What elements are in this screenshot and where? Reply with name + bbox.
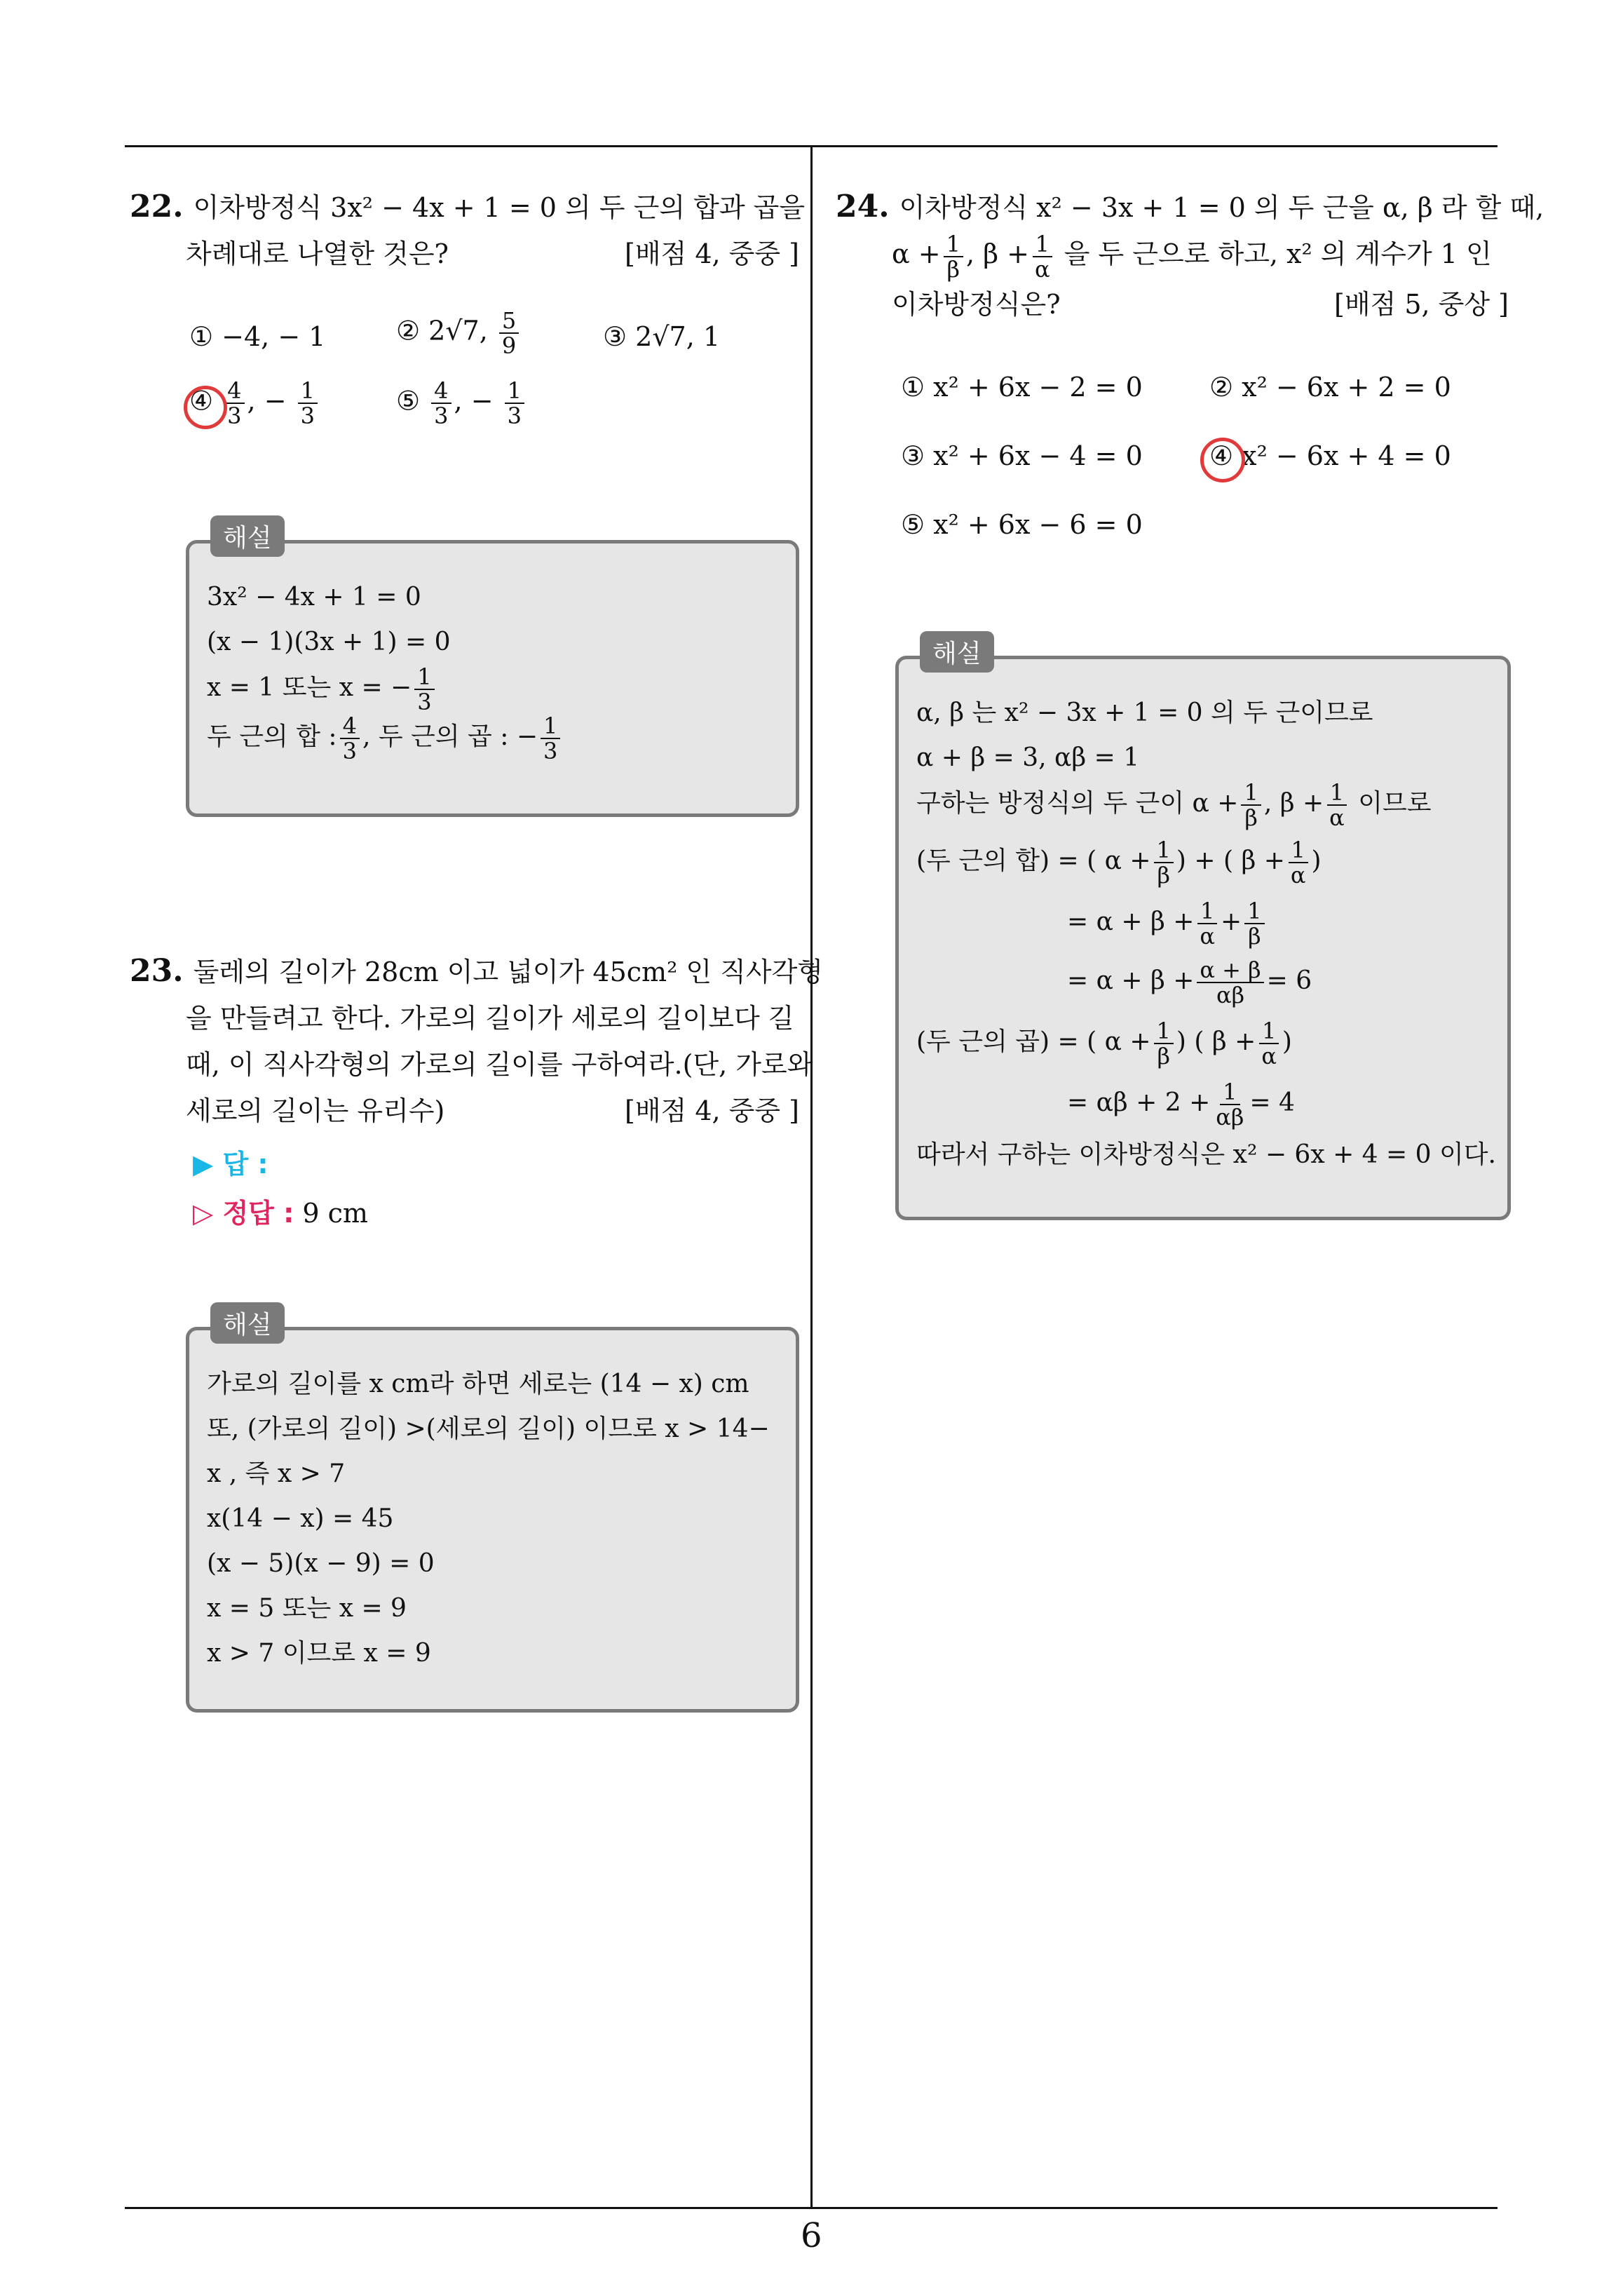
answer-circle-mark <box>1200 438 1245 482</box>
question-number: 23. <box>130 953 184 989</box>
choice-1[interactable]: ① x² + 6x − 2 = 0 <box>901 372 1143 403</box>
question-22 <box>130 184 806 277</box>
choice-1[interactable]: ① −4, − 1 <box>189 321 326 352</box>
question-23: 23. 둘레의 길이가 28cm 이고 넓이가 45cm² 인 직사각형 을 만들려고 한다. 가로의 길이가 세로의 길이보다 길 때, 이 직사각형의 가로의 길이를 구하여라.(단, 가로와 세로의 길이는 유리수) [배점 4, 중중 ] <box>130 948 799 1134</box>
score-meta: [배점 5, 중상 ] <box>1334 288 1509 320</box>
question-number: 24. <box>836 189 890 224</box>
correct-label: ▷ 정답 : <box>193 1198 294 1229</box>
q22-choices <box>189 309 806 449</box>
solution-tag: 해설 <box>210 1302 285 1344</box>
question-24: 24. 이차방정식 x² − 3x + 1 = 0 의 두 근을 α, β 라 할 때, α + $\frac{1}{\beta}$ , β + $\frac{1}{\alpha}$ 을 두 근으로 하고, x² 의 계수가 1 인 이차방정식은? [배점 5, 중상 ] <box>836 184 1509 327</box>
correct-value: 9 cm <box>302 1198 368 1229</box>
choice-4[interactable]: ④ $\frac{4}{3}$ , − $\frac{1}{3}$ <box>189 379 320 428</box>
column-divider <box>810 145 813 2208</box>
q24-solution-box: α, β 는 x² − 3x + 1 = 0 의 두 근이므로 α + β = 3, αβ = 1 구하는 방정식의 두 근이 α + $\frac{1}{\beta}$ , β + $\frac{1}{\alpha}$ 이므로 (두 근의 합) = ( α + $\frac{1}{\beta}$ ) + ( β + $\frac{1}{\alpha}$ ) = α + β + $\frac{1}{\alpha}$ + $\frac{1}{\beta}$ = α + β + $\frac{\alpha + \beta}{\alpha\beta}$ = 6 (두 근의 곱) = ( α + $\frac{1}{\beta}$ ) ( β + $\frac{1}{\alpha}$ ) = αβ + 2 + $\frac{1}{\alpha\beta}$ = 4 따라서 구하는 이차방정식은 x² − 6x + 4 = 0 이다. <box>895 656 1511 1220</box>
choice-2[interactable]: ② x² − 6x + 2 = 0 <box>1209 372 1451 403</box>
solution-tag: 해설 <box>210 515 285 557</box>
question-text: 이차방정식 3x² − 4x + 1 = 0 의 두 근의 합과 곱을 <box>193 192 806 223</box>
score-meta: [배점 4, 중중 ] <box>625 1095 799 1126</box>
choice-4[interactable]: ④ x² − 6x + 4 = 0 <box>1209 440 1451 471</box>
choice-5[interactable]: ⑤ $\frac{4}{3}$ , − $\frac{1}{3}$ <box>396 379 527 428</box>
q23-answer <box>193 1140 368 1238</box>
bottom-rule <box>125 2207 1498 2209</box>
answer-label: ▶ 답 : <box>193 1149 269 1180</box>
choice-3[interactable]: ③ 2√7, 1 <box>603 321 721 352</box>
solution-tag: 해설 <box>920 631 994 673</box>
question-number: 22. <box>130 189 184 224</box>
choice-5[interactable]: ⑤ x² + 6x − 6 = 0 <box>901 509 1143 540</box>
score-meta: [배점 4, 중중 ] <box>625 238 799 269</box>
question-text: 차례대로 나열한 것은? <box>186 238 449 269</box>
page-number: 6 <box>801 2216 822 2255</box>
fraction: $\frac{5}{9}$ <box>499 309 519 358</box>
q23-solution-box: 가로의 길이를 x cm라 하면 세로는 (14 − x) cm 또, (가로의 길이) >(세로의 길이) 이므로 x > 14− x , 즉 x > 7 x(14 − x) = 45 (x − 5)(x − 9) = 0 x = 5 또는 x = 9 x > 7 이므로 x = 9 <box>186 1327 799 1713</box>
choice-2[interactable]: ② 2√7, $\frac{5}{9}$ <box>396 309 522 358</box>
q22-solution-box: 3x² − 4x + 1 = 0 (x − 1)(3x + 1) = 0 x = 1 또는 x = − $\frac{1}{3}$ 두 근의 합 : $\frac{4}{3}$ , 두 근의 곱 : − $\frac{1}{3}$ <box>186 540 799 817</box>
choice-3[interactable]: ③ x² + 6x − 4 = 0 <box>901 440 1143 471</box>
answer-circle-mark <box>184 386 227 429</box>
